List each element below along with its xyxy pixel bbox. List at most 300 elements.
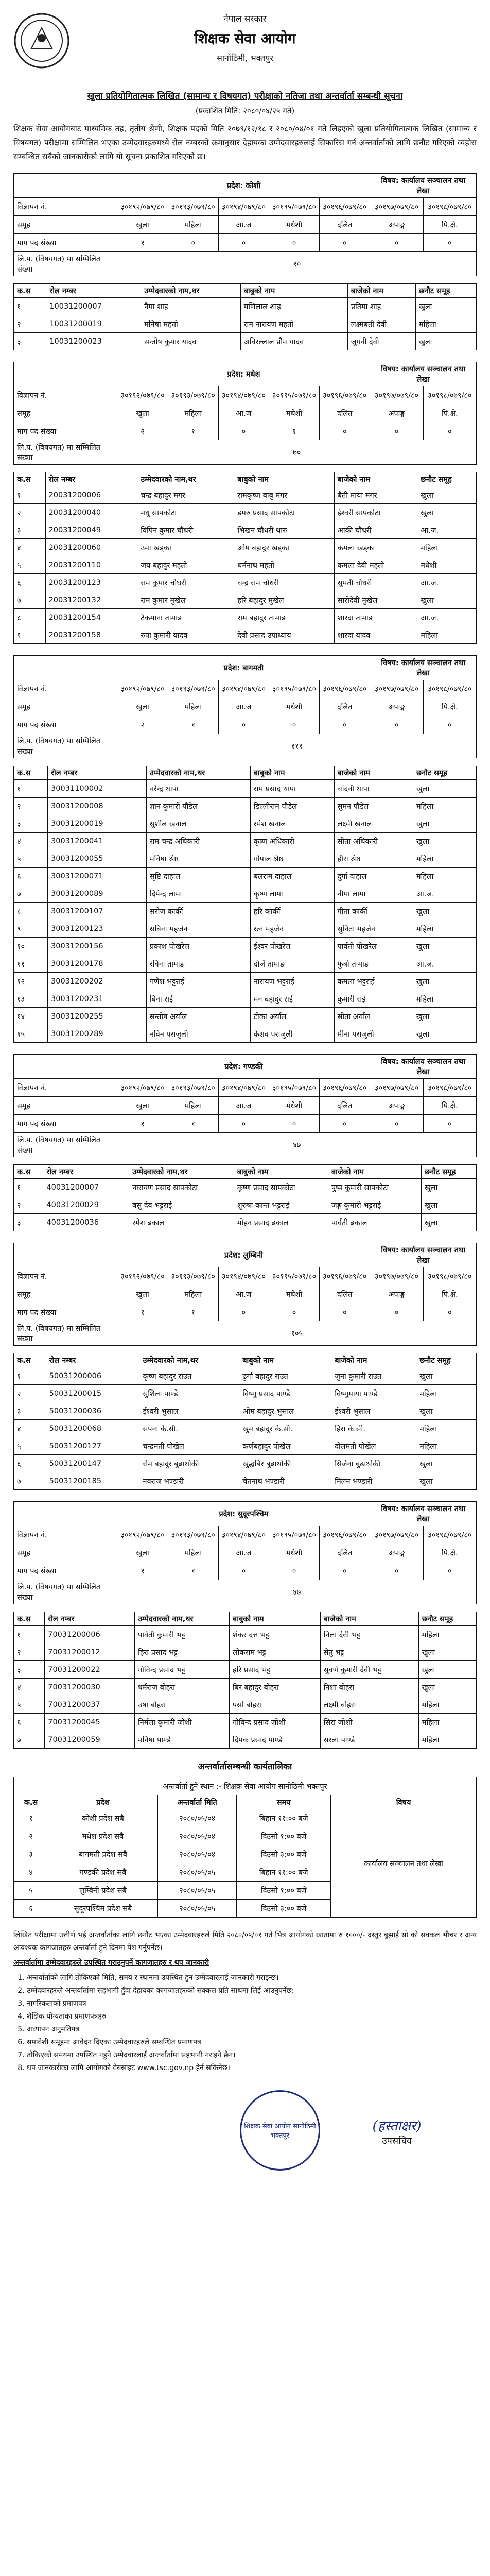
interview-cell: दिउसो ३:०० बजे: [237, 1900, 331, 1918]
ad-number-cell: ३०१९८/०७९/८०: [423, 1526, 476, 1544]
blank-cell: [14, 656, 117, 680]
candidate-cell: २: [14, 1196, 43, 1214]
candidate-cell: 30031200156: [48, 938, 147, 955]
candidate-cell: महिला: [418, 1626, 476, 1643]
note-item: 5. अध्यापन अनुमतिपत्र: [27, 2023, 477, 2036]
candidate-cell: मिलन भण्डारी: [331, 1472, 416, 1490]
candidate-cell: 50031200127: [46, 1437, 139, 1455]
candidate-cell: उषा बोहरा: [134, 1696, 229, 1714]
demand-cell: ०: [320, 1562, 370, 1580]
published-date: (प्रकाशित मिति: २०८०/०४/२५ गते): [195, 106, 295, 115]
demand-cell: ०: [370, 422, 423, 440]
ad-number-cell: ३०१९४/०७९/८०: [218, 1079, 269, 1097]
candidate-row: [14, 1367, 477, 1385]
demand-cell: १: [168, 1115, 218, 1133]
candidate-cell: राम नारायण महतो: [240, 315, 347, 333]
candidate-row: [14, 973, 477, 990]
ad-number-cell: ३०१९४/०७९/८०: [218, 1267, 269, 1285]
candidate-cell: कमला देवी महतो: [334, 556, 417, 574]
ad-number-cell: ३०१९८/०७९/८०: [423, 1267, 476, 1285]
group-cell: आ.ज: [218, 404, 269, 422]
ad-number-cell: ३०१९५/०७९/८०: [269, 1267, 319, 1285]
candidate-cell: रत्न महर्जन: [250, 920, 334, 938]
candidate-cell: 30031200255: [48, 1008, 147, 1025]
candidate-cell: महिला: [417, 539, 477, 556]
candidate-cell: 30031200107: [48, 903, 147, 920]
demand-cell: १: [269, 422, 319, 440]
interview-column-header: प्रदेश: [48, 1795, 157, 1809]
candidate-cell: पार्वती पोखरेल: [334, 938, 413, 955]
ad-number-cell: ३०१९६/०७९/८०: [320, 386, 370, 404]
ad-number-cell: ३०१९४/०७९/८०: [218, 1526, 269, 1544]
candidate-cell: रविना तामाङ: [146, 955, 250, 973]
signature-area: [13, 2085, 477, 2209]
spacer: [13, 1604, 477, 1612]
candidate-cell: खुम बहादुर के.सी.: [239, 1420, 331, 1437]
candidate-cell: ६: [14, 1455, 46, 1472]
demand-cell: ०: [423, 422, 476, 440]
candidate-cell: १: [14, 780, 48, 798]
demand-cell: ०: [320, 422, 370, 440]
candidate-cell: विपिन कुमार चौधरी: [137, 521, 234, 539]
group-cell: खुला: [117, 698, 168, 716]
candidate-row: [14, 1420, 477, 1437]
demand-cell: १: [168, 422, 218, 440]
demand-cell: ०: [320, 1303, 370, 1321]
vacancy-table: [13, 1243, 477, 1346]
group-label: समूह: [14, 404, 117, 422]
demand-cell: ०: [269, 234, 319, 252]
candidate-cell: सुशिला पाण्डे: [139, 1385, 239, 1402]
candidate-cell: दोर्जे तामाङ: [250, 955, 334, 973]
candidate-cell: १: [14, 1626, 45, 1643]
candidate-cell: 20031200158: [45, 626, 137, 644]
candidate-cell: दोलमती पोखेल: [331, 1437, 416, 1455]
candidate-cell: सुशील खनाल: [146, 815, 250, 833]
candidate-row: [14, 780, 477, 798]
candidate-row: [14, 1679, 477, 1696]
candidate-cell: धर्मराज बोहरा: [134, 1679, 229, 1696]
candidate-cell: ओम बहादुर खड्का: [234, 539, 334, 556]
ad-number-cell: ३०१९५/०७९/८०: [269, 386, 319, 404]
candidate-cell: ५: [14, 850, 48, 868]
blank-cell: [14, 1055, 117, 1079]
ad-number-label: विज्ञापन नं.: [14, 680, 117, 698]
candidate-cell: ईश्वरी भुसाल: [139, 1402, 239, 1420]
candidate-cell: ईश्वरी सापकोटा: [334, 504, 417, 521]
candidate-cell: 50031200147: [46, 1455, 139, 1472]
interview-cell: सुदूरपश्चिम प्रदेश सबै: [48, 1900, 157, 1918]
demand-label: माग पद संख्या: [14, 716, 117, 734]
demand-cell: ०: [218, 422, 269, 440]
blank-cell: [14, 1502, 117, 1526]
ad-number-cell: ३०१९७/०७९/८०: [370, 198, 423, 216]
candidate-cell: १०: [14, 938, 48, 955]
participant-count: १०: [117, 252, 477, 276]
candidate-column-header: बाबुको नाम: [250, 766, 334, 780]
interview-cell: ३: [14, 1845, 48, 1863]
candidate-row: [14, 315, 477, 333]
interview-schedule-table: [13, 1777, 477, 1918]
ad-number-cell: ३०१९६/०७९/८०: [320, 680, 370, 698]
interview-cell: २०८०/०५/०५: [158, 1882, 237, 1900]
ad-number-label: विज्ञापन नं.: [14, 198, 117, 216]
candidate-cell: खुला: [416, 1367, 477, 1385]
notice-intro: शिक्षक सेवा आयोगबाट माध्यमिक तह, तृतीय श्रेणी, शिक्षक पदको मिति २०७९/१२/१८ र २०८०/०४/०१ गते लिइएको खुला प्रतियोगितात्मक लिखित (सामान्य र विषयगत) परीक्षामा सम्मिलित भएका उम्मेदवारहरुमध्ये रोल नम्बरको क्रमानुसार देहायका उम्मेदवारहरुलाई सिफारिस गर्न अन्तर्वार्ताको लागि छनौट गरिएको व्यहोरा सम्बन्धित सबैको जानकारीको लागि यो सूचना प्रकाशित गरिएको छ।: [13, 124, 477, 161]
candidate-cell: पार्वती ढकाल: [328, 1214, 421, 1231]
candidate-cell: पार्वती कुमारी भट्ट: [134, 1626, 229, 1643]
participant-count: ११९: [117, 734, 477, 758]
candidate-cell: 20031200040: [45, 504, 137, 521]
candidate-cell: महिला: [416, 1385, 477, 1402]
candidate-column-header: बाजेको नाम: [334, 472, 417, 486]
candidate-column-header: उम्मेदवारको नाम,थर: [129, 1165, 234, 1179]
candidate-cell: खुला: [421, 1179, 476, 1196]
demand-cell: ०: [370, 1115, 423, 1133]
interview-column-header: अन्तर्वार्ता मिति: [158, 1795, 237, 1809]
demand-cell: १: [117, 1115, 168, 1133]
candidate-row: [14, 1402, 477, 1420]
demand-cell: १: [117, 1303, 168, 1321]
candidate-cell: 50031200015: [46, 1385, 139, 1402]
group-cell: अपाङ्ग: [370, 698, 423, 716]
candidate-table: [13, 472, 477, 644]
ad-number-cell: ३०१९२/०७९/८०: [117, 198, 168, 216]
candidate-column-header: छनौट समूह: [416, 1353, 477, 1367]
participant-label: लि.प. (विषयगत) मा सम्मिलित संख्या: [14, 1580, 117, 1604]
ad-number-cell: ३०१९६/०७९/८०: [320, 1079, 370, 1097]
candidate-cell: सपना के.सी.: [139, 1420, 239, 1437]
candidate-cell: खुला: [418, 1661, 476, 1679]
interview-cell: २: [14, 1827, 48, 1845]
candidate-row: [14, 868, 477, 885]
candidate-cell: पर्सा बोहरा: [229, 1696, 320, 1714]
candidate-cell: हीरा श्रेष्ठ: [334, 850, 413, 868]
demand-cell: ०: [423, 234, 476, 252]
candidate-cell: ईश्वर पोखरेल: [250, 938, 334, 955]
candidate-cell: 50031200068: [46, 1420, 139, 1437]
participant-label: लि.प. (विषयगत) मा सम्मिलित संख्या: [14, 1321, 117, 1346]
ad-number-cell: ३०१९७/०७९/८०: [370, 1267, 423, 1285]
candidate-cell: खुला: [413, 1008, 476, 1025]
interview-cell: ४: [14, 1863, 48, 1882]
candidate-column-header: छनौट समूह: [415, 284, 476, 298]
candidate-cell: 20031200132: [45, 591, 137, 609]
candidate-cell: सिर्जना बुढाथोकी: [331, 1455, 416, 1472]
candidate-cell: खुला: [413, 903, 476, 920]
participant-count: ४७: [117, 1580, 477, 1604]
candidate-cell: राम कुमार चौधरी: [137, 574, 234, 591]
signature-block: [338, 2116, 456, 2147]
candidate-column-header: बाबुको नाम: [240, 284, 347, 298]
candidate-column-header: क.स: [14, 472, 46, 486]
vishaya-label: विषय: कार्यालय सञ्चालन तथा लेखा: [370, 1243, 477, 1267]
candidate-cell: खुला: [416, 1402, 477, 1420]
candidate-column-header: क.स: [14, 1612, 45, 1626]
candidate-cell: आ.ज.: [413, 885, 476, 903]
ad-number-cell: ३०१९३/०७९/८०: [168, 386, 218, 404]
candidate-cell: 30031200019: [48, 815, 147, 833]
government-emblem-icon: [13, 12, 70, 69]
candidate-cell: नैमा शाह: [141, 298, 241, 315]
ad-number-cell: ३०१९२/०७९/८०: [117, 386, 168, 404]
candidate-cell: देवी प्रसाद उपाध्याय: [234, 626, 334, 644]
candidate-column-header: उम्मेदवारको नाम,थर: [141, 284, 241, 298]
ad-number-label: विज्ञापन नं.: [14, 1079, 117, 1097]
ad-number-cell: ३०१९६/०७९/८०: [320, 198, 370, 216]
candidate-column-header: बाजेको नाम: [334, 766, 413, 780]
candidate-cell: मनिषा पाण्डे: [134, 1731, 229, 1749]
candidate-cell: फुर्बा तामाङ: [334, 955, 413, 973]
candidate-row: [14, 539, 477, 556]
candidate-cell: 20031200154: [45, 609, 137, 626]
participant-count: ४७: [117, 1133, 477, 1157]
participant-label: लि.प. (विषयगत) मा सम्मिलित संख्या: [14, 734, 117, 758]
blank-cell: [14, 362, 117, 386]
candidate-cell: २: [14, 315, 46, 333]
candidate-cell: गोविन्द प्रसाद भट्ट: [134, 1661, 229, 1679]
interview-cell: २०८०/०५/०४: [158, 1827, 237, 1845]
demand-cell: ०: [269, 1303, 319, 1321]
candidate-column-header: छनौट समूह: [417, 472, 477, 486]
candidate-column-header: क.स: [14, 1165, 43, 1179]
candidate-table: [13, 1612, 477, 1749]
candidate-cell: गीता कार्की: [334, 903, 413, 920]
candidate-cell: कृष्ण बहादुर राउत: [139, 1367, 239, 1385]
candidate-cell: 20031200006: [45, 486, 137, 504]
demand-cell: ०: [218, 1562, 269, 1580]
candidate-cell: निशा बोहरा: [320, 1679, 418, 1696]
candidate-cell: बैती माया मगर: [334, 486, 417, 504]
vacancy-table: [13, 655, 477, 758]
candidate-cell: 40031200029: [43, 1196, 129, 1214]
candidate-cell: राम बहादुर तामाङ: [234, 609, 334, 626]
candidate-cell: निर्मला कुमारी जोशी: [134, 1714, 229, 1731]
candidate-column-header: बाबुको नाम: [239, 1353, 331, 1367]
candidate-cell: महिला: [417, 626, 477, 644]
candidate-cell: मनिषा श्रेष्ठ: [146, 850, 250, 868]
interview-cell: २०८०/०५/०४: [158, 1809, 237, 1827]
candidate-cell: 50031200006: [46, 1367, 139, 1385]
candidate-cell: सुनिता महर्जन: [334, 920, 413, 938]
candidate-cell: 30031200178: [48, 955, 147, 973]
group-cell: खुला: [117, 404, 168, 422]
candidate-cell: नारायण भट्टराई: [250, 973, 334, 990]
candidate-cell: महिला: [416, 1437, 477, 1455]
candidate-cell: चेतनाथ भण्डारी: [239, 1472, 331, 1490]
candidate-cell: उमा खड्का: [137, 539, 234, 556]
candidate-cell: ४: [14, 833, 48, 850]
candidate-cell: ३: [14, 333, 46, 350]
candidate-cell: सिरा जोशी: [320, 1714, 418, 1731]
group-cell: पि.क्षे.: [423, 404, 476, 422]
note-item: 7. तोकिएको समयमा उपस्थित नहुने उम्मेदवारलाई अन्तर्वार्तामा सहभागी गराइने छैन।: [27, 2049, 477, 2062]
group-cell: दलित: [320, 216, 370, 234]
candidate-cell: हरि बहादुर मुखेल: [234, 591, 334, 609]
candidate-row: [14, 486, 477, 504]
candidate-row: [14, 1385, 477, 1402]
interview-header-row: [14, 1795, 477, 1809]
group-cell: आ.ज: [218, 1285, 269, 1303]
candidate-cell: ६: [14, 1714, 45, 1731]
candidate-cell: सुमन पौडेल: [334, 798, 413, 815]
candidate-cell: 40031200036: [43, 1214, 129, 1231]
group-cell: मधेशी: [269, 1097, 319, 1115]
group-cell: महिला: [168, 216, 218, 234]
candidate-cell: ४: [14, 1420, 46, 1437]
candidate-cell: मनिषा महतो: [141, 315, 241, 333]
demand-label: माग पद संख्या: [14, 422, 117, 440]
candidate-cell: सरोज कार्की: [146, 903, 250, 920]
candidate-cell: कर्णबहादुर पोखेल: [239, 1437, 331, 1455]
notes-title: अन्तर्वार्तामा उम्मेदवारहरुले उपस्थित गराउनुपर्ने कागजातहरु र थप जानकारी: [13, 1959, 209, 1967]
candidate-cell: नरेन्द्र थापा: [146, 780, 250, 798]
candidate-row: [14, 1643, 477, 1661]
province-section: [13, 1501, 477, 1749]
candidate-row: [14, 1472, 477, 1490]
demand-cell: ०: [269, 716, 319, 734]
candidate-cell: महिला: [418, 1696, 476, 1714]
candidate-cell: सुमती चौधरी: [334, 574, 417, 591]
candidate-row: [14, 1025, 477, 1043]
ad-number-cell: ३०१९६/०७९/८०: [320, 1267, 370, 1285]
demand-cell: ०: [370, 1303, 423, 1321]
demand-label: माग पद संख्या: [14, 1303, 117, 1321]
candidate-row: [14, 903, 477, 920]
candidate-column-header: उम्मेदवारको नाम,थर: [134, 1612, 229, 1626]
candidate-cell: लोकराम भट्ट: [229, 1643, 320, 1661]
province-section: [13, 362, 477, 644]
demand-cell: ०: [370, 1562, 423, 1580]
group-cell: मधेशी: [269, 1544, 319, 1562]
candidate-cell: रोम बहादुर बुढाथोकी: [139, 1455, 239, 1472]
candidate-row: [14, 626, 477, 644]
demand-cell: १: [117, 234, 168, 252]
demand-cell: ०: [370, 716, 423, 734]
demand-cell: १: [117, 1562, 168, 1580]
interview-column-header: समय: [237, 1795, 331, 1809]
demand-cell: १: [168, 1303, 218, 1321]
candidate-cell: आ.ज.: [417, 574, 477, 591]
vishaya-label: विषय: कार्यालय सञ्चालन तथा लेखा: [370, 656, 477, 680]
vishaya-label: विषय: कार्यालय सञ्चालन तथा लेखा: [370, 1055, 477, 1079]
interview-cell: दिउसो ३:०० बजे: [237, 1845, 331, 1863]
candidate-column-header: उम्मेदवारको नाम,थर: [139, 1353, 239, 1367]
group-cell: दलित: [320, 1285, 370, 1303]
header-line-2: शिक्षक सेवा आयोग: [194, 30, 296, 47]
group-cell: पि.क्षे.: [423, 698, 476, 716]
candidate-row: [14, 938, 477, 955]
interview-cell: २०८०/०५/०५: [158, 1900, 237, 1918]
candidate-cell: 30031200089: [48, 885, 147, 903]
candidate-cell: 70031200006: [45, 1626, 135, 1643]
note-item: 8. थप जानकारीका लागि आयोगको वेबसाइट www.tsc.gov.np हेर्न सकिनेछ।: [27, 2062, 477, 2075]
candidate-cell: दुर्गा दाहाल: [334, 868, 413, 885]
interview-cell: १: [14, 1809, 48, 1827]
candidate-cell: 30031200071: [48, 868, 147, 885]
demand-cell: ०: [218, 1115, 269, 1133]
province-section: [13, 655, 477, 1043]
province-section: [13, 1054, 477, 1231]
interview-venue: अन्तर्वार्ता हुने स्थान :- शिक्षक सेवा आयोग सानोठिमी भक्तपुर: [14, 1777, 477, 1795]
interview-column-header: विषय: [331, 1795, 477, 1809]
candidate-cell: मोहन प्रसाद ढकाल: [234, 1214, 328, 1231]
candidate-cell: ६: [14, 574, 46, 591]
demand-cell: २: [117, 716, 168, 734]
candidate-cell: गणेश भट्टराई: [146, 973, 250, 990]
candidate-cell: 10031200019: [46, 315, 141, 333]
candidate-cell: कृष्ण अधिकारी: [250, 833, 334, 850]
group-cell: खुला: [117, 216, 168, 234]
candidate-cell: कमला खड्का: [334, 539, 417, 556]
ad-number-cell: ३०१९७/०७९/८०: [370, 1526, 423, 1544]
vishaya-label: विषय: कार्यालय सञ्चालन तथा लेखा: [370, 1502, 477, 1526]
group-cell: दलित: [320, 698, 370, 716]
candidate-cell: खुला: [413, 780, 476, 798]
spacer: [13, 1157, 477, 1164]
candidate-cell: लक्ष्मबती देवी: [347, 315, 415, 333]
ad-number-cell: ३०१९३/०७९/८०: [168, 198, 218, 216]
candidate-cell: सीता अर्याल: [334, 1008, 413, 1025]
group-cell: मधेशी: [269, 698, 319, 716]
candidate-row: [14, 1696, 477, 1714]
demand-label: माग पद संख्या: [14, 1562, 117, 1580]
group-cell: मधेशी: [269, 1285, 319, 1303]
candidate-cell: चन्द्र राम चौधरी: [234, 574, 334, 591]
candidate-row: [14, 609, 477, 626]
candidate-cell: राम चन्द्र अधिकारी: [146, 833, 250, 850]
participant-label: लि.प. (विषयगत) मा सम्मिलित संख्या: [14, 252, 117, 276]
candidate-cell: खुला: [416, 1455, 477, 1472]
candidate-cell: पुष्प कुमारी सापकोटा: [328, 1179, 421, 1196]
group-cell: दलित: [320, 1097, 370, 1115]
candidate-cell: ज्ञान कुमारी पौडेल: [146, 798, 250, 815]
candidate-cell: कृष्ण प्रसाद सापकोटा: [234, 1179, 328, 1196]
candidate-cell: ७: [14, 885, 48, 903]
candidate-cell: ४: [14, 539, 46, 556]
candidate-cell: सृष्टि दाहाल: [146, 868, 250, 885]
candidate-column-header: रोल नम्बर: [46, 1353, 139, 1367]
group-cell: महिला: [168, 698, 218, 716]
candidate-cell: निला देवी भट्ट: [320, 1626, 418, 1643]
candidate-cell: खुला: [417, 591, 477, 609]
candidate-cell: 70031200045: [45, 1714, 135, 1731]
candidate-cell: ढुर्गा बहादुर राउत: [239, 1367, 331, 1385]
candidate-cell: सारोदेवी मुखेल: [334, 591, 417, 609]
candidate-cell: आकी चौधरी: [334, 521, 417, 539]
candidate-cell: शारदा यादव: [334, 626, 417, 644]
group-label: समूह: [14, 216, 117, 234]
candidate-cell: सन्तोष कुमार यादव: [141, 333, 241, 350]
candidate-cell: विष्णु प्रसाद पाण्डे: [239, 1385, 331, 1402]
candidate-cell: महिला: [415, 315, 476, 333]
candidate-cell: २: [14, 1643, 45, 1661]
interview-cell: मधेश प्रदेश सबै: [48, 1827, 157, 1845]
ad-number-cell: ३०१९५/०७९/८०: [269, 198, 319, 216]
candidate-cell: रुपा कुमारी यादव: [137, 626, 234, 644]
group-cell: महिला: [168, 1544, 218, 1562]
candidate-cell: हिरा प्रसाद भट्ट: [134, 1643, 229, 1661]
demand-cell: ०: [423, 1562, 476, 1580]
ad-number-label: विज्ञापन नं.: [14, 1526, 117, 1544]
ad-number-cell: ३०१९८/०७९/८०: [423, 386, 476, 404]
candidate-row: [14, 1714, 477, 1731]
candidate-column-header: क.स: [14, 284, 46, 298]
candidate-cell: १३: [14, 990, 48, 1008]
ad-number-cell: ३०१९७/०७९/८०: [370, 1079, 423, 1097]
candidate-cell: राम प्रसाद थापा: [250, 780, 334, 798]
participant-count: ७०: [117, 440, 477, 465]
